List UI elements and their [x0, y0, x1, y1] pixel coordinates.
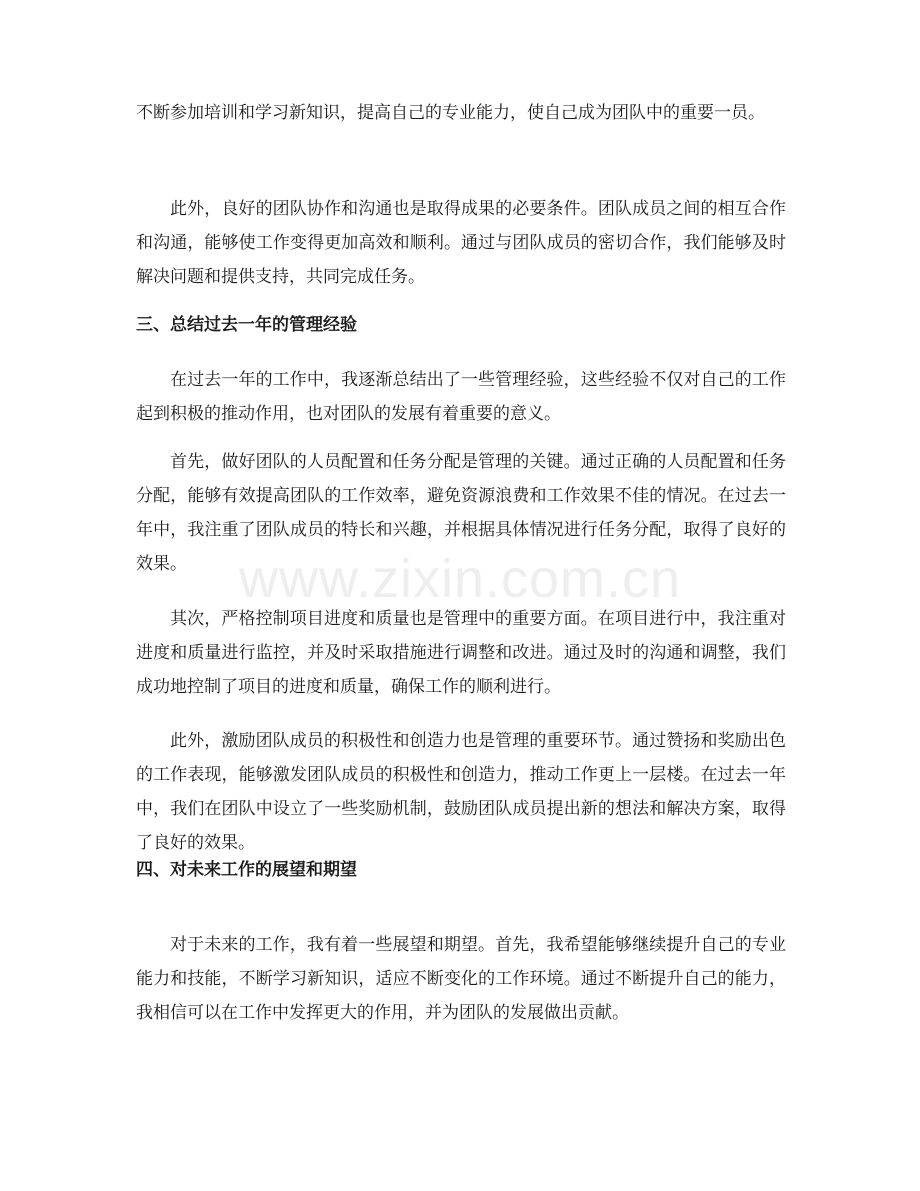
section-heading-3: 三、总结过去一年的管理经验 [136, 315, 357, 335]
paragraph-staffing: 首先，做好团队的人员配置和任务分配是管理的关键。通过正确的人员配置和任务分配，能够有效提高团队的工作效率，避免资源浪费和工作效果不佳的情况。在过去一年中，我注重了团队成员的特长和兴趣，并根据具体情况进行任务分配，取得了良好的效果。 [136, 452, 786, 574]
section-heading-4: 四、对未来工作的展望和期望 [136, 860, 357, 880]
paragraph-management-intro: 在过去一年的工作中，我逐渐总结出了一些管理经验，这些经验不仅对自己的工作起到积极的推动作用，也对团队的发展有着重要的意义。 [136, 370, 786, 424]
paragraph-future: 对于未来的工作，我有着一些展望和期望。首先，我希望能够继续提升自己的专业能力和技能，不断学习新知识，适应不断变化的工作环境。通过不断提升自己的能力，我相信可以在工作中发挥更大的作用，并为团队的发展做出贡献。 [136, 935, 786, 1023]
watermark: www.zixin.com.cn [238, 549, 682, 609]
paragraph-motivation: 此外，激励团队成员的积极性和创造力也是管理的重要环节。通过赞扬和奖励出色的工作表现，能够激发团队成员的积极性和创造力，推动工作更上一层楼。在过去一年中，我们在团队中设立了一些奖励机制，鼓励团队成员提出新的想法和解决方案，取得了良好的效果。 [136, 731, 786, 853]
paragraph-teamwork: 此外，良好的团队协作和沟通也是取得成果的必要条件。团队成员之间的相互合作和沟通，能够使工作变得更加高效和顺利。通过与团队成员的密切合作，我们能够及时解决问题和提供支持，共同完成任务。 [136, 199, 786, 287]
paragraph-continuation: 不断参加培训和学习新知识，提高自己的专业能力，使自己成为团队中的重要一员。 [136, 103, 765, 123]
paragraph-progress-control: 其次，严格控制项目进度和质量也是管理中的重要方面。在项目进行中，我注重对进度和质量进行监控，并及时采取措施进行调整和改进。通过及时的沟通和调整，我们成功地控制了项目的进度和质量，确保工作的顺利进行。 [136, 609, 786, 697]
